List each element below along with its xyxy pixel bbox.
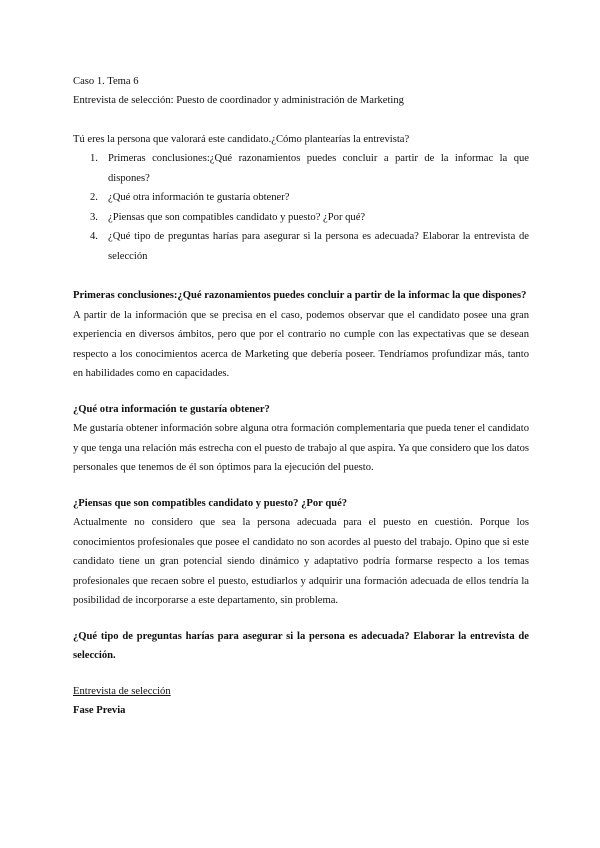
list-item-text: ¿Qué otra información te gustaría obtener? bbox=[108, 192, 290, 203]
section-heading: Primeras conclusiones:¿Qué razonamientos puedes concluir a partir de la informac la que dispones? bbox=[73, 290, 527, 301]
spacer bbox=[73, 266, 529, 286]
list-item bbox=[73, 208, 529, 228]
document-subtitle: Entrevista de selección: Puesto de coordinador y administración de Marketing bbox=[73, 95, 404, 106]
list-number: 4. bbox=[90, 231, 98, 242]
spacer bbox=[73, 611, 529, 627]
section-heading: ¿Piensas que son compatibles candidato y puesto? ¿Por qué? bbox=[73, 497, 348, 509]
question-list bbox=[73, 149, 529, 266]
list-number: 1. bbox=[90, 153, 98, 164]
list-item bbox=[73, 149, 529, 188]
section-body: A partir de la información que se precisa en el caso, podemos observar que el candidato posee una gran experiencia en diversos ámbitos, pero que por el contrario no cumple con las expectativas que se desean respecto a los conocimientos acerca de Marketing que debería poseer. Tendríamos profundizar más, tanto en habilidades como en capacidades. bbox=[73, 309, 529, 379]
list-number: 2. bbox=[90, 192, 98, 203]
list-item-text: ¿Qué tipo de preguntas harías para asegurar si la persona es adecuada? Elaborar la entrevista de selección bbox=[108, 231, 529, 262]
list-number: 3. bbox=[90, 211, 98, 223]
spacer bbox=[73, 384, 529, 400]
list-item bbox=[73, 188, 529, 208]
document-content bbox=[73, 72, 529, 720]
section-body: Actualmente no considero que sea la persona adecuada para el puesto en cuestión. Porque los conocimientos profesionales que posee el candidato no son acordes al puesto del trabajo. Opino que si este candidato tiene un gran potencial siendo dinámico y adaptativo podría formarse respecto a los temas profesionales que recaen sobre el puesto, estudiarlos y adquirir una formación adecuada de ellos tendría la posibilidad de incorporarse a este departamento, sin problema. bbox=[73, 517, 529, 606]
section-heading: ¿Qué otra información te gustaría obtener? bbox=[73, 403, 270, 415]
section-heading: ¿Qué tipo de preguntas harías para asegurar si la persona es adecuada? Elaborar la entrevista de selección. bbox=[73, 630, 529, 661]
spacer bbox=[73, 478, 529, 494]
interview-title: Entrevista de selección bbox=[73, 685, 171, 697]
list-item bbox=[73, 227, 529, 266]
case-title: Caso 1. Tema 6 bbox=[73, 76, 139, 87]
interview-phase: Fase Previa bbox=[73, 704, 126, 716]
list-item-text: Primeras conclusiones:¿Qué razonamientos puedes concluir a partir de la informac la que dispones? bbox=[108, 153, 529, 184]
section-body: Me gustaría obtener información sobre alguna otra formación complementaria que pueda tener el candidato y que tenga una relación más estrecha con el puesto de trabajo al que aspira. Ya que considero que los datos personales que tenemos de él son óptimos para la ejecución del puesto. bbox=[73, 423, 529, 473]
intro-question: Tú eres la persona que valorará este candidato.¿Cómo plantearías la entrevista? bbox=[73, 134, 410, 145]
spacer bbox=[73, 110, 529, 130]
list-item-text: ¿Piensas que son compatibles candidato y puesto? ¿Por qué? bbox=[108, 211, 366, 223]
spacer bbox=[73, 666, 529, 682]
